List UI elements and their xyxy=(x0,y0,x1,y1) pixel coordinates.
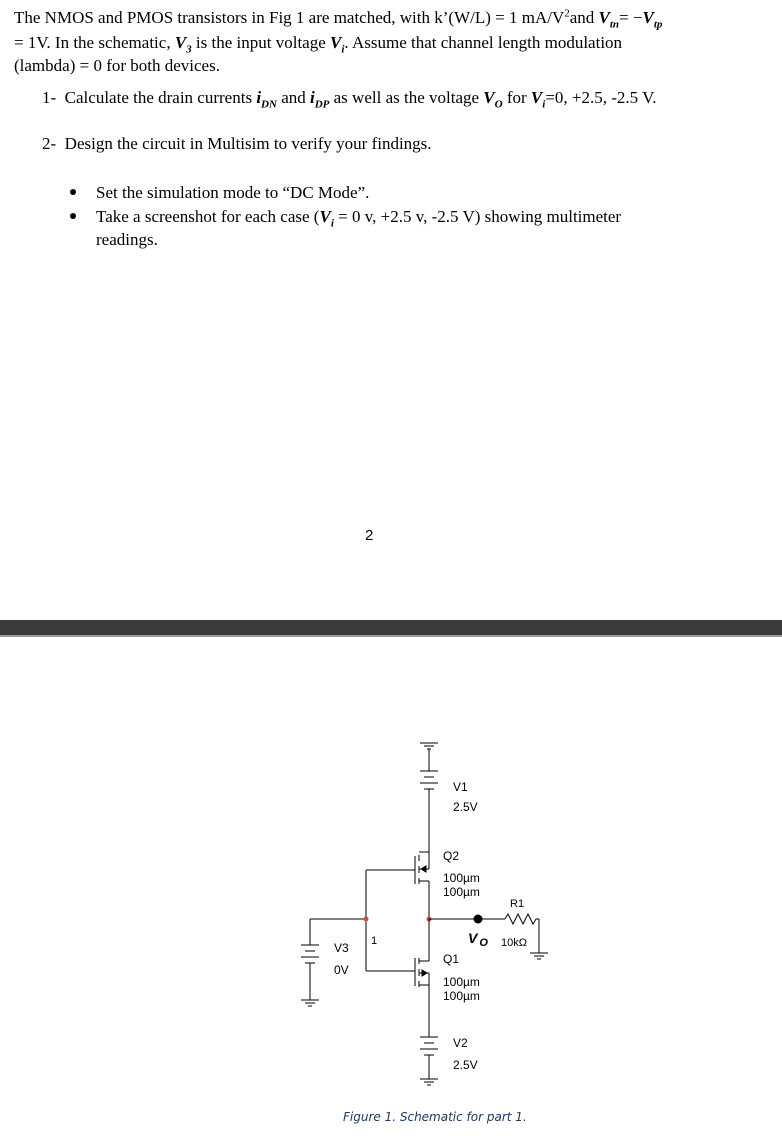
q2-length: 100µm xyxy=(443,885,480,899)
idn-symbol: $i_{DN}$ xyxy=(256,88,277,111)
page-number: 2 xyxy=(365,527,374,544)
v1-value: 2.5V xyxy=(453,800,478,814)
idp-symbol: $i_{DP}$ xyxy=(309,88,330,111)
bullet-icon xyxy=(70,189,76,195)
intro-line-1 xyxy=(14,6,662,29)
circuit-schematic xyxy=(0,637,782,1140)
intro-text: The NMOS and PMOS transistors in Fig 1 are matched, with k’(W/L) = 1 mA/V xyxy=(14,8,565,27)
q2-width: 100µm xyxy=(443,871,480,885)
v2-source xyxy=(420,1037,438,1085)
input-node xyxy=(364,917,368,921)
v3-value: 0V xyxy=(334,963,349,977)
vtn-symbol: $V_{tn}$ xyxy=(598,8,620,31)
intro-line-2 xyxy=(14,31,622,54)
intro-text: = − xyxy=(619,8,643,27)
question-text: as well as the voltage xyxy=(329,88,484,107)
q2-pmos xyxy=(366,852,429,919)
vi-symbol: $V_i$ xyxy=(530,88,546,111)
figure-caption: Figure 1. Schematic for part 1. xyxy=(343,1110,527,1124)
node-label: 1 xyxy=(371,935,378,947)
vo-label: V $_O$ xyxy=(468,930,488,949)
q1-length: 100µm xyxy=(443,989,480,1003)
question-1 xyxy=(42,88,657,111)
question-text: Design the circuit in Multisim to verify your findings. xyxy=(64,134,432,153)
q2-name: Q2 xyxy=(443,849,460,863)
question-2 xyxy=(42,134,432,154)
v3-symbol: $V_3$ xyxy=(174,33,192,56)
bullet-text: Take a screenshot for each case ($V_i = 0$ v, +2.5 v, -2.5 V) showing multimeter readings. xyxy=(96,207,622,249)
vtp-symbol: $V_{tp}$ xyxy=(642,8,663,31)
question-number: 1- xyxy=(42,88,57,107)
question-text: for xyxy=(502,88,531,107)
v2-name: V2 xyxy=(453,1036,468,1050)
v3-name: V3 xyxy=(334,941,349,955)
intro-text: . Assume that channel length modulation xyxy=(344,33,623,52)
intro-text: = 1V. In the schematic, xyxy=(14,33,175,52)
vi-symbol: $V_i$ xyxy=(319,207,334,230)
q1-name: Q1 xyxy=(443,952,460,966)
r1-name: R1 xyxy=(510,898,525,910)
v1-name: V1 xyxy=(453,780,468,794)
q1-width: 100µm xyxy=(443,975,480,989)
question-text: Calculate the drain currents xyxy=(64,88,257,107)
v3-source xyxy=(301,919,319,1006)
vi-symbol: $V_i$ xyxy=(330,33,345,56)
v1-source xyxy=(420,743,438,852)
r1-value: 10kΩ xyxy=(501,937,527,949)
intro-line-3: (lambda) = 0 for both devices. xyxy=(14,56,220,75)
question-text: =0, +2.5, -2.5 V. xyxy=(545,88,657,107)
intro-text: and xyxy=(569,8,599,27)
intro-text: is the input voltage xyxy=(191,33,331,52)
question-number: 2- xyxy=(42,134,57,153)
vo-symbol: $V_O$ xyxy=(483,88,503,111)
bullet-icon xyxy=(70,213,76,219)
superscript: 2 xyxy=(564,7,570,20)
page-separator xyxy=(0,620,782,635)
question-text: and xyxy=(276,88,310,107)
bullet-text: Set the simulation mode to “DC Mode”. xyxy=(96,183,370,202)
v2-value: 2.5V xyxy=(453,1058,478,1072)
